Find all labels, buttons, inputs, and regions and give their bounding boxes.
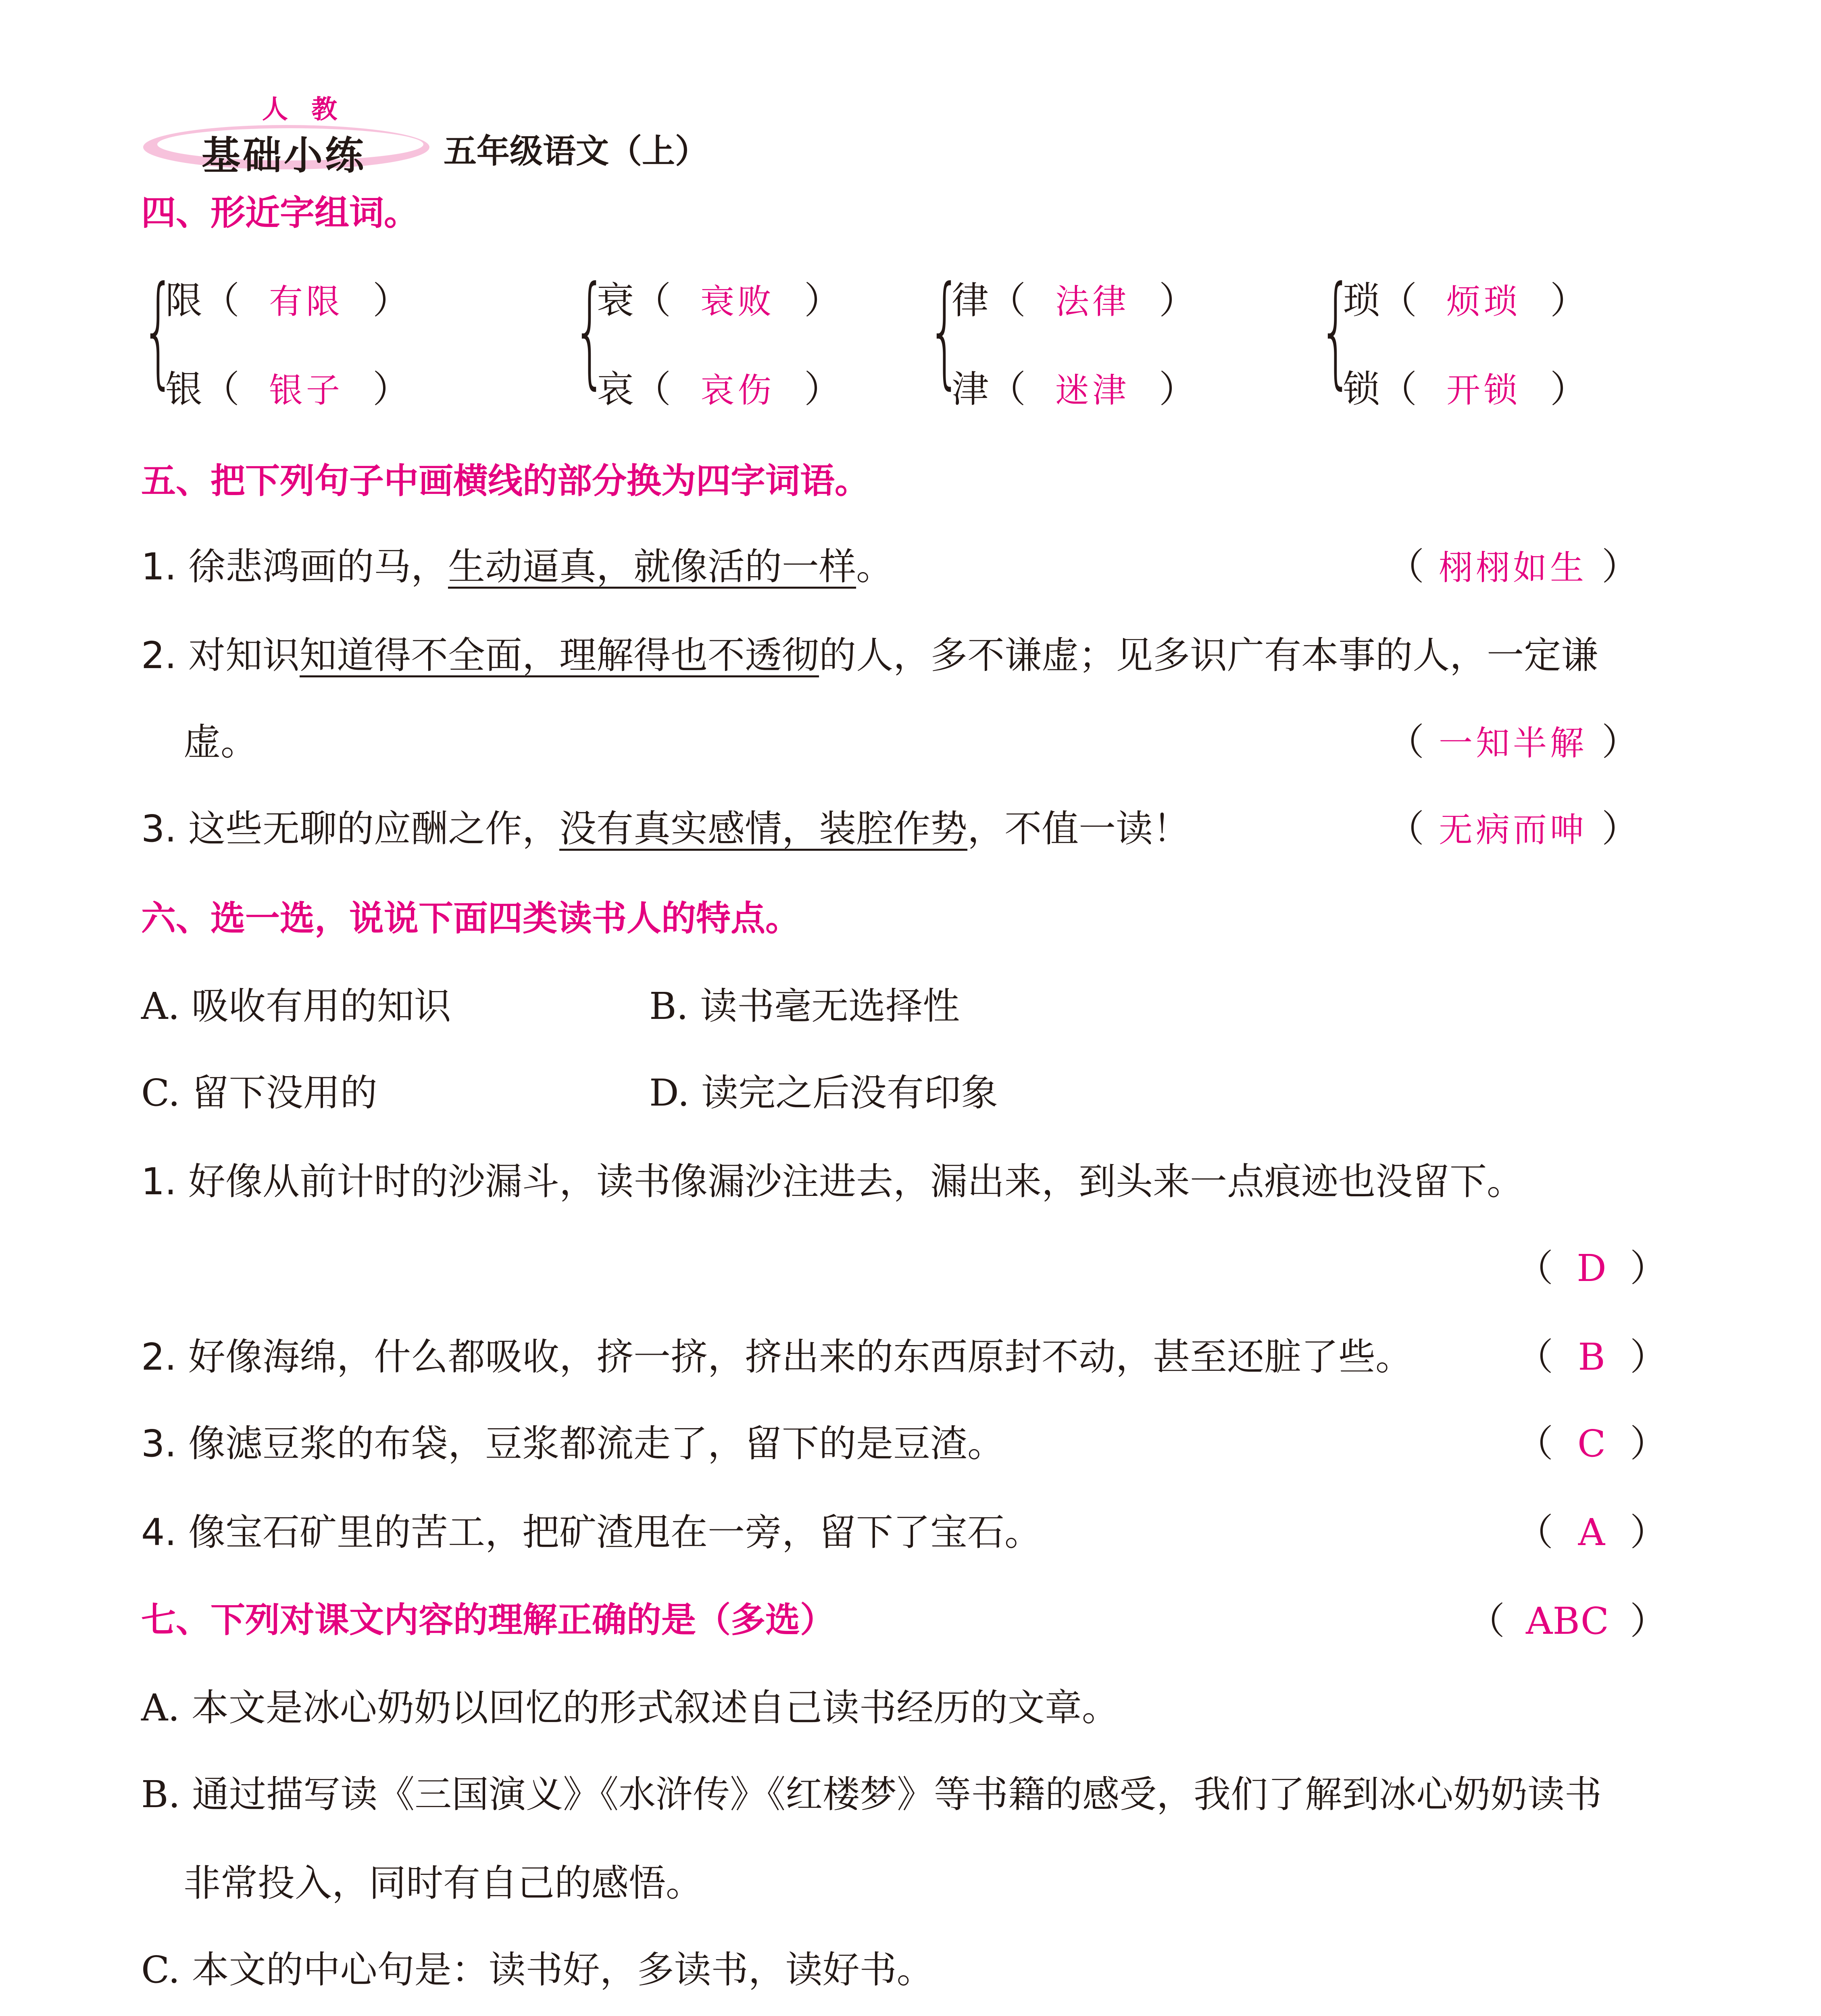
section4-title: 四、形近字组词。 xyxy=(141,193,419,233)
left-brace: { xyxy=(141,260,176,401)
s5-question-2: 2. 对知识知道得不全面，理解得也不透彻的人，多不谦虚；见多识广有本事的人，一定谦 xyxy=(141,634,1598,677)
s7-option-b: B. 通过描写读《三国演义》《水浒传》《红楼梦》等书籍的感受，我们了解到冰心奶奶读书 xyxy=(141,1773,1602,1816)
left-brace: { xyxy=(573,260,607,401)
underlined-phrase: 生动逼真，就像活的一样 xyxy=(448,545,856,588)
s5-question-2-cont: 虚。 xyxy=(183,721,258,764)
s5-answer-1: （ 栩栩如生 ） xyxy=(1387,545,1639,588)
char: 律 xyxy=(952,279,989,322)
s6-question-1: 1. 好像从前计时的沙漏斗，读书像漏沙注进去，漏出来，到头来一点痕迹也没留下。 xyxy=(141,1160,1524,1203)
underlined-phrase: 没有真实感情，装腔作势 xyxy=(559,807,968,850)
option-d: D. 读完之后没有印象 xyxy=(649,1071,998,1114)
s5-answer-3: （ 无病而呻 ） xyxy=(1387,807,1639,850)
s7-option-a: A. 本文是冰心奶奶以回忆的形式叙述自己读书经历的文章。 xyxy=(141,1686,1119,1729)
s6-answer-1: （ D ） xyxy=(1516,1247,1667,1290)
s6-question-2: 2. 好像海绵，什么都吸收，挤一挤，挤出来的东西原封不动，甚至还脏了些。 xyxy=(141,1335,1413,1379)
answer: 有限 xyxy=(269,282,344,321)
s5-answer-2: （ 一知半解 ） xyxy=(1387,721,1639,764)
answer: 法律 xyxy=(1055,282,1130,321)
char-group-2: { 衰（ 衰败 ） 哀（ 哀伤 ） xyxy=(573,260,842,411)
s6-question-3: 3. 像滤豆浆的布袋，豆浆都流走了，留下的是豆渣。 xyxy=(141,1422,1005,1465)
char: 津 xyxy=(952,368,989,411)
s6-answer-3: （ C ） xyxy=(1516,1422,1667,1465)
publisher-label: 人 教 xyxy=(262,95,345,125)
section7-title: 七、下列对课文内容的理解正确的是（多选） xyxy=(141,1600,835,1640)
book-subtitle: 五年级语文（上） xyxy=(444,132,708,171)
s6-answer-2: （ B ） xyxy=(1516,1335,1667,1379)
char: 琐 xyxy=(1343,279,1380,322)
section6-title: 六、选一选，说说下面四类读书人的特点。 xyxy=(141,898,800,939)
char-group-3: { 律（ 法律 ） 津（ 迷津 ） xyxy=(927,260,1196,411)
char-group-4: { 琐（ 烦琐 ） 锁（ 开锁 ） xyxy=(1319,260,1588,411)
char-group-1: { 限（ 有限 ） 银（ 银子 ） xyxy=(141,260,410,411)
answer: 衰败 xyxy=(700,282,775,321)
char: 银 xyxy=(165,368,203,411)
s5-question-1: 1. 徐悲鸿画的马，生动逼真，就像活的一样。 xyxy=(141,545,894,588)
answer: 哀伤 xyxy=(700,371,775,410)
header-logo xyxy=(141,69,431,181)
s6-answer-4: （ A ） xyxy=(1516,1511,1667,1554)
answer: 烦琐 xyxy=(1446,282,1521,321)
option-b: B. 读书毫无选择性 xyxy=(649,985,960,1028)
left-brace: { xyxy=(1319,260,1353,401)
char: 哀 xyxy=(597,368,634,411)
answer: 银子 xyxy=(269,371,344,410)
answer: 迷津 xyxy=(1055,371,1130,410)
char: 限 xyxy=(165,279,203,322)
section5-title: 五、把下列句子中画横线的部分换为四字词语。 xyxy=(141,461,869,501)
option-a: A. 吸收有用的知识 xyxy=(141,985,451,1028)
s5-question-3: 3. 这些无聊的应酬之作，没有真实感情，装腔作势，不值一读！ xyxy=(141,807,1190,850)
answer: 开锁 xyxy=(1446,371,1521,410)
s7-option-b-cont: 非常投入，同时有自己的感悟。 xyxy=(183,1862,703,1905)
left-brace: { xyxy=(927,260,962,401)
char: 衰 xyxy=(597,279,634,322)
series-title: 基础小练 xyxy=(202,133,366,178)
option-c: C. 留下没用的 xyxy=(141,1071,377,1114)
underlined-phrase: 知道得不全面，理解得也不透彻 xyxy=(300,634,819,677)
s7-answer: （ ABC ） xyxy=(1468,1599,1667,1643)
char: 锁 xyxy=(1343,368,1380,411)
s6-question-4: 4. 像宝石矿里的苦工，把矿渣甩在一旁，留下了宝石。 xyxy=(141,1511,1042,1554)
s7-option-c: C. 本文的中心句是：读书好，多读书，读好书。 xyxy=(141,1948,934,1991)
